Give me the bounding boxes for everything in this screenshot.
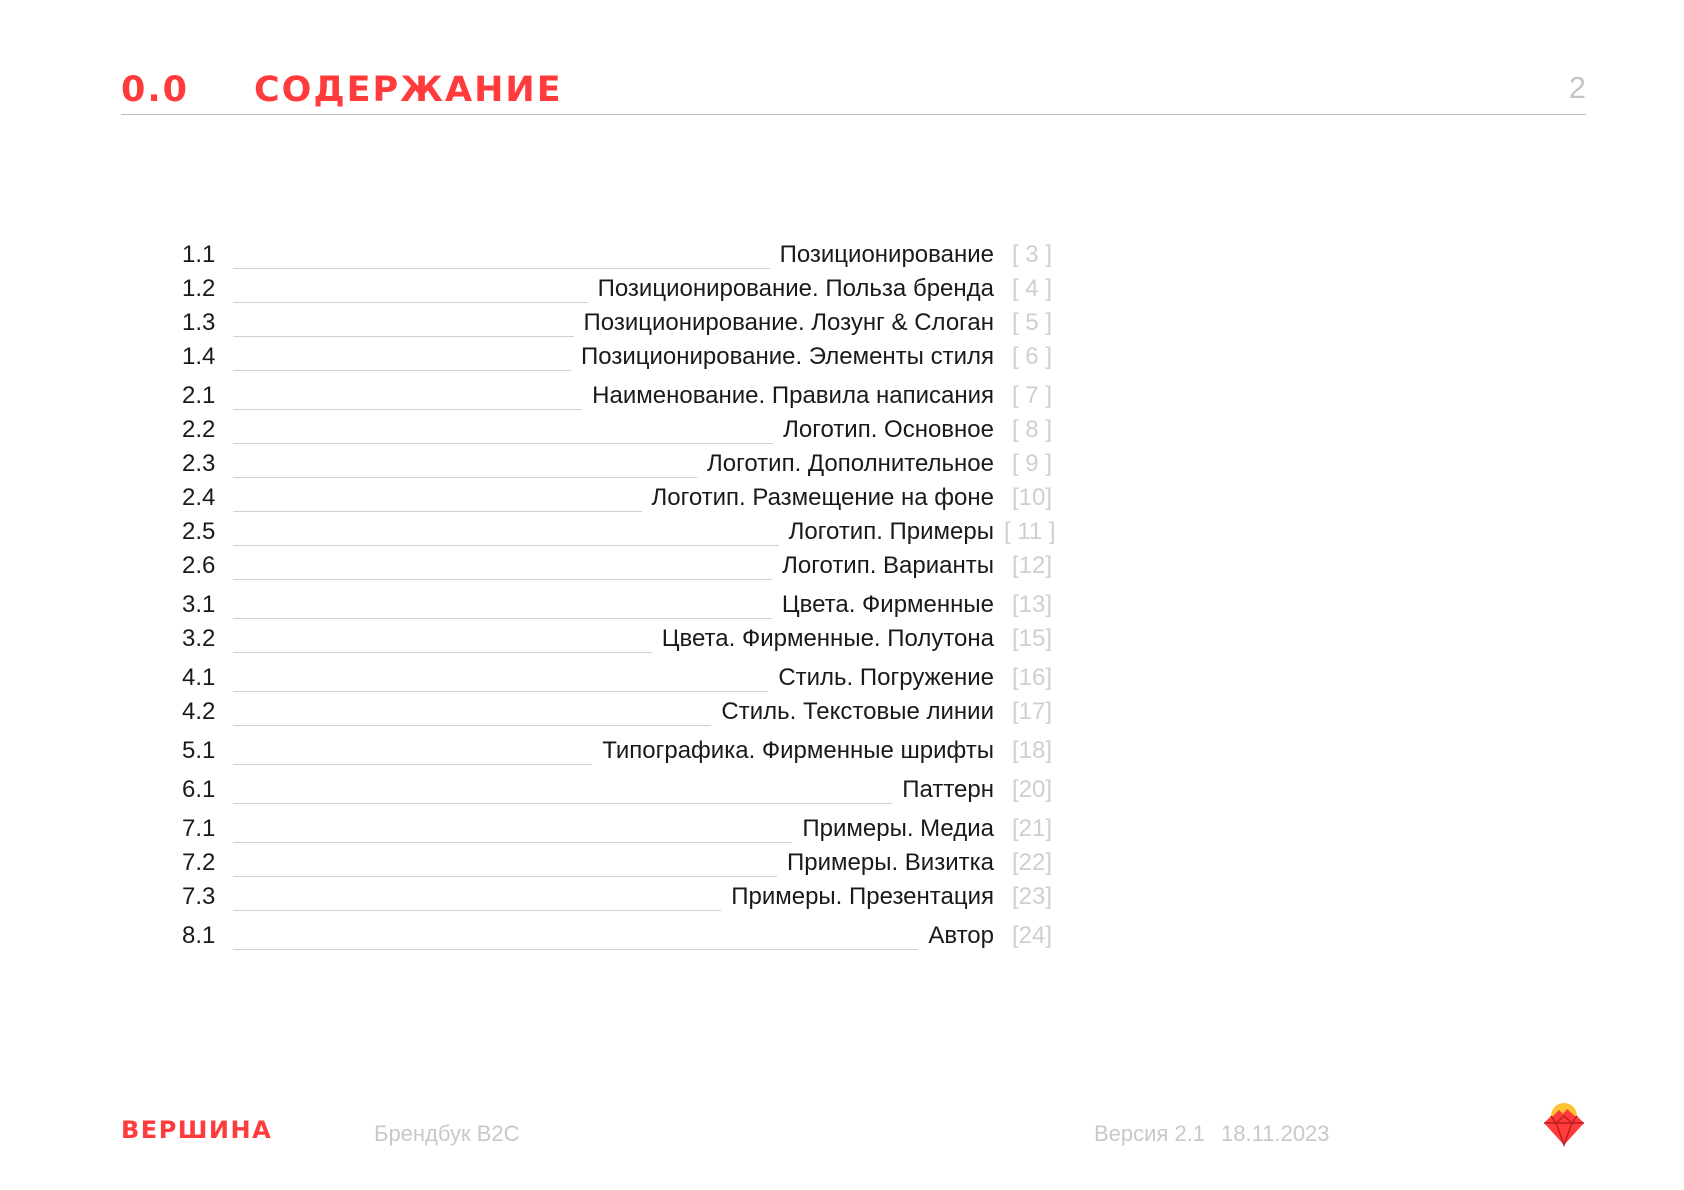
toc-page-ref: [ 5 ] [1011, 309, 1052, 336]
section-title: СОДЕРЖАНИЕ [254, 70, 563, 110]
toc-title: Стиль. Погружение [778, 664, 994, 691]
toc-title: Позиционирование. Лозунг & Слоган [583, 309, 994, 336]
toc-number: 4.1 [182, 664, 216, 691]
toc-row[interactable] [182, 733, 1052, 767]
toc-row[interactable] [182, 587, 1052, 621]
toc-row[interactable] [182, 305, 1052, 339]
toc-leader-line [233, 803, 892, 804]
toc-row[interactable] [182, 339, 1052, 373]
toc-leader-line [233, 691, 768, 692]
toc-number: 6.1 [182, 776, 216, 803]
toc-row[interactable] [182, 621, 1052, 655]
toc-title: Паттерн [902, 776, 994, 803]
page-number: 2 [1568, 70, 1586, 105]
toc-leader-line [233, 443, 773, 444]
section-number: 0.0 [121, 70, 190, 110]
toc-page-ref: [ 11 ] [1004, 518, 1056, 545]
toc-row[interactable] [182, 480, 1052, 514]
brand-wordmark: ВЕРШИНА [121, 1116, 273, 1144]
toc-leader-line [233, 652, 652, 653]
toc-number: 2.5 [182, 518, 216, 545]
toc-row[interactable] [182, 694, 1052, 728]
toc-number: 3.2 [182, 625, 216, 652]
toc-row[interactable] [182, 548, 1052, 582]
toc-page-ref: [ 8 ] [1011, 416, 1052, 443]
toc-row[interactable] [182, 660, 1052, 694]
toc-row[interactable] [182, 845, 1052, 879]
toc-row[interactable] [182, 772, 1052, 806]
toc-page-ref: [10] [1011, 484, 1052, 511]
toc-row[interactable] [182, 918, 1052, 952]
toc-row[interactable] [182, 412, 1052, 446]
toc-row[interactable] [182, 514, 1056, 548]
toc-title: Автор [928, 922, 994, 949]
toc-page-ref: [20] [1011, 776, 1052, 803]
toc-number: 2.4 [182, 484, 216, 511]
toc-leader-line [233, 725, 711, 726]
toc-number: 7.3 [182, 883, 216, 910]
toc-leader-line [233, 764, 592, 765]
toc-page-ref: [17] [1011, 698, 1052, 725]
toc-leader-line [233, 511, 642, 512]
toc-title: Позиционирование [779, 241, 994, 268]
version-info [1094, 1120, 1330, 1148]
toc-row[interactable] [182, 811, 1052, 845]
toc-row[interactable] [182, 271, 1052, 305]
toc-title: Позиционирование. Элементы стиля [581, 343, 994, 370]
toc-number: 4.2 [182, 698, 216, 725]
toc-number: 3.1 [182, 591, 216, 618]
diamond-mountain-icon [1542, 1101, 1586, 1147]
toc-page-ref: [16] [1011, 664, 1052, 691]
toc-leader-line [233, 477, 697, 478]
toc-title: Стиль. Текстовые линии [721, 698, 994, 725]
toc-title: Примеры. Презентация [731, 883, 994, 910]
toc-leader-line [233, 545, 779, 546]
toc-page-ref: [13] [1011, 591, 1052, 618]
toc-number: 2.1 [182, 382, 216, 409]
document-subtitle: Брендбук B2C [374, 1121, 520, 1146]
toc-page-ref: [23] [1011, 883, 1052, 910]
toc-number: 2.6 [182, 552, 216, 579]
toc-page-ref: [ 6 ] [1011, 343, 1052, 370]
toc-leader-line [233, 910, 721, 911]
version-date: 18.11.2023 [1221, 1121, 1330, 1146]
toc-number: 1.4 [182, 343, 216, 370]
toc-leader-line [233, 876, 777, 877]
toc-number: 5.1 [182, 737, 216, 764]
toc-page-ref: [18] [1011, 737, 1052, 764]
toc-leader-line [233, 949, 918, 950]
toc-row[interactable] [182, 237, 1052, 271]
toc-leader-line [233, 302, 588, 303]
toc-title: Наименование. Правила написания [592, 382, 994, 409]
toc-page-ref: [ 3 ] [1011, 241, 1052, 268]
toc-page-ref: [21] [1011, 815, 1052, 842]
toc-title: Логотип. Примеры [788, 518, 994, 545]
toc-leader-line [233, 409, 582, 410]
toc-leader-line [233, 618, 772, 619]
toc-title: Примеры. Визитка [787, 849, 994, 876]
toc-page-ref: [ 4 ] [1011, 275, 1052, 302]
toc-leader-line [233, 370, 571, 371]
toc-row[interactable] [182, 378, 1052, 412]
toc-page-ref: [24] [1011, 922, 1052, 949]
toc-number: 7.1 [182, 815, 216, 842]
toc-title: Примеры. Медиа [802, 815, 994, 842]
toc-page-ref: [12] [1011, 552, 1052, 579]
toc-title: Логотип. Варианты [782, 552, 994, 579]
toc-number: 7.2 [182, 849, 216, 876]
toc-title: Цвета. Фирменные [781, 591, 994, 618]
toc-page-ref: [ 7 ] [1011, 382, 1052, 409]
version-label: Версия 2.1 [1094, 1121, 1206, 1146]
toc-page-ref: [15] [1011, 625, 1052, 652]
toc-title: Позиционирование. Польза бренда [597, 275, 994, 302]
toc-title: Логотип. Дополнительное [707, 450, 994, 477]
toc-row[interactable] [182, 879, 1052, 913]
toc-page-ref: [22] [1011, 849, 1052, 876]
toc-number: 1.3 [182, 309, 216, 336]
toc-leader-line [233, 336, 574, 337]
toc-number: 2.3 [182, 450, 216, 477]
toc-leader-line [233, 842, 792, 843]
toc-leader-line [233, 579, 772, 580]
toc-title: Типографика. Фирменные шрифты [602, 737, 994, 764]
toc-leader-line [233, 268, 770, 269]
toc-page-ref: [ 9 ] [1011, 450, 1052, 477]
toc-number: 1.1 [182, 241, 216, 268]
toc-number: 8.1 [182, 922, 216, 949]
page-header [121, 64, 1586, 115]
toc-number: 2.2 [182, 416, 216, 443]
toc-title: Цвета. Фирменные. Полутона [661, 625, 994, 652]
toc-row[interactable] [182, 446, 1052, 480]
toc-title: Логотип. Основное [783, 416, 994, 443]
toc-title: Логотип. Размещение на фоне [651, 484, 994, 511]
toc-number: 1.2 [182, 275, 216, 302]
